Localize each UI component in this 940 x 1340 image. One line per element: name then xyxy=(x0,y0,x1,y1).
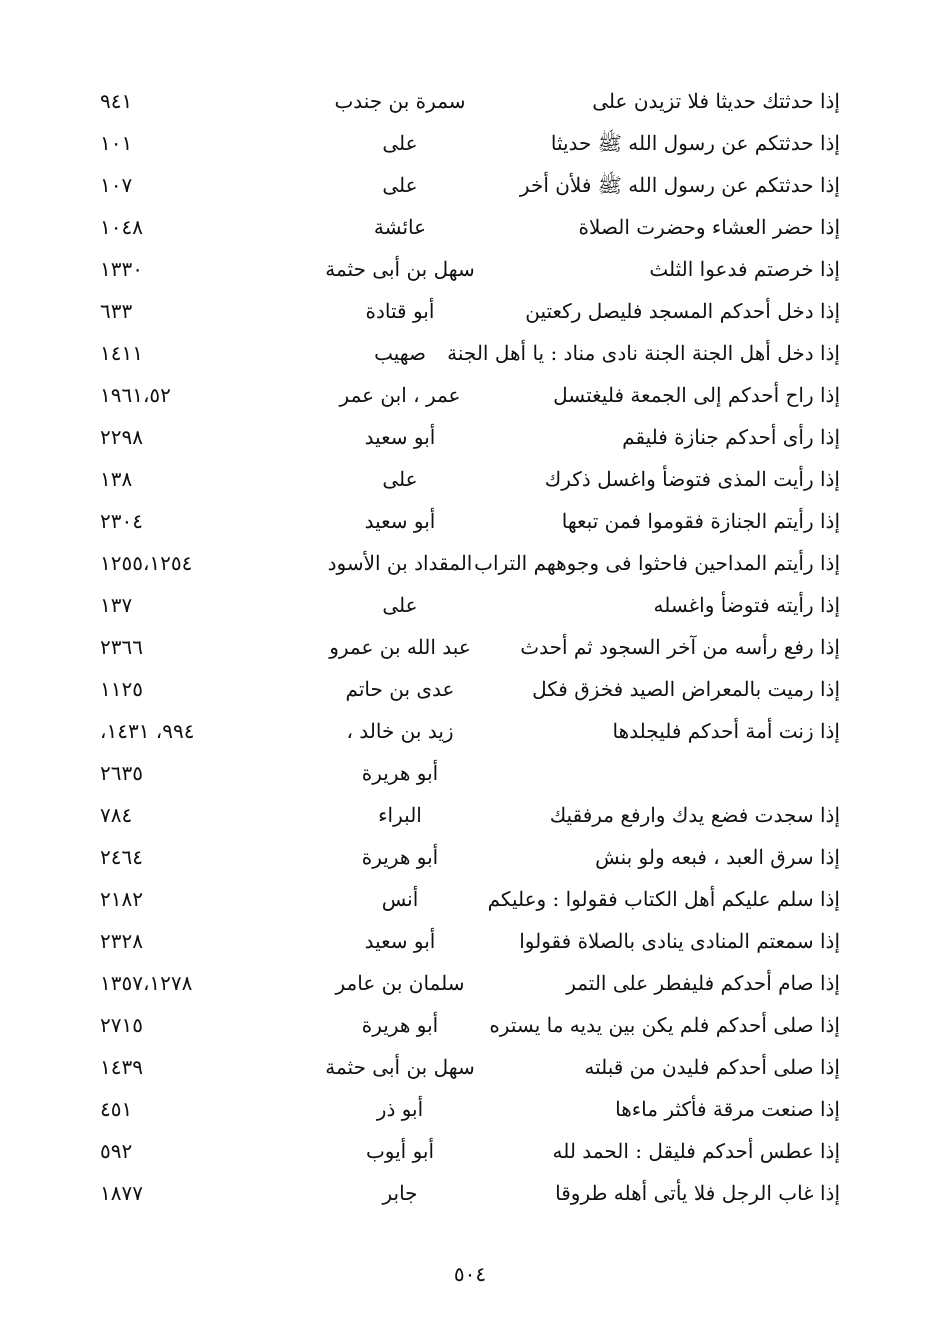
hadith-text: إذا رأى أحدكم جنازة فليقم xyxy=(622,425,840,449)
hadith-text: إذا رفع رأسه من آخر السجود ثم أحدث xyxy=(520,635,840,659)
index-row xyxy=(100,1172,840,1214)
hadith-numbers: ١٣٣٠ xyxy=(100,257,143,281)
hadith-numbers: ٢٤٦٤ xyxy=(100,845,143,869)
hadith-numbers: ١٤٣٩ xyxy=(100,1055,143,1079)
hadith-numbers: ٢٦٣٥ xyxy=(100,761,143,785)
hadith-numbers: ٧٨٤ xyxy=(100,803,133,827)
index-row xyxy=(100,1088,840,1130)
narrator-name: سمرة بن جندب xyxy=(334,89,466,113)
narrator-name: زيد بن خالد ، xyxy=(346,719,454,743)
hadith-text: إذا رأيتم المداحين فاحثوا فى وجوههم التراب xyxy=(474,551,840,575)
hadith-text: إذا رأيت المذى فتوضأ واغسل ذكرك xyxy=(544,467,840,491)
narrator-name: أبو هريرة xyxy=(361,845,439,869)
narrator-name: على xyxy=(382,173,418,197)
hadith-text: إذا حدثتكم عن رسول الله ﷺ فلأن أخر xyxy=(519,173,840,197)
hadith-text: إذا رأيته فتوضأ واغسله xyxy=(653,593,840,617)
index-row xyxy=(100,122,840,164)
hadith-index-table xyxy=(100,80,840,1214)
hadith-text: إذا عطس أحدكم فليقل : الحمد لله xyxy=(552,1139,840,1163)
hadith-numbers: ٢٣٠٤ xyxy=(100,509,143,533)
index-row xyxy=(100,80,840,122)
narrator-name: عبد الله بن عمرو xyxy=(329,635,471,659)
narrator-name: سلمان بن عامر xyxy=(335,971,465,995)
index-row xyxy=(100,458,840,500)
index-row xyxy=(100,836,840,878)
index-row xyxy=(100,500,840,542)
index-row xyxy=(100,542,840,584)
hadith-numbers: ٩٩٤، ١٤٣١، xyxy=(100,719,195,743)
hadith-text: إذا حدثتك حديثا فلا تزيدن على xyxy=(592,89,840,113)
index-row xyxy=(100,794,840,836)
index-row xyxy=(100,290,840,332)
index-row xyxy=(100,920,840,962)
narrator-name: صهيب xyxy=(374,341,426,365)
index-row xyxy=(100,962,840,1004)
index-row xyxy=(100,416,840,458)
narrator-name: أبو سعيد xyxy=(364,425,436,449)
hadith-numbers: ٢١٨٢ xyxy=(100,887,143,911)
hadith-numbers: ٩٤١ xyxy=(100,89,133,113)
narrator-name: جابر xyxy=(382,1181,418,1205)
index-row xyxy=(100,668,840,710)
narrator-name: عدى بن حاتم xyxy=(345,677,455,701)
hadith-numbers: ١٣٨ xyxy=(100,467,133,491)
hadith-numbers: ٢٧١٥ xyxy=(100,1013,143,1037)
hadith-numbers: ٢٣٦٦ xyxy=(100,635,143,659)
narrator-name: أبو هريرة xyxy=(361,761,439,785)
index-row xyxy=(100,710,840,752)
hadith-numbers: ٥٩٢ xyxy=(100,1139,133,1163)
hadith-numbers: ٦٣٣ xyxy=(100,299,133,323)
narrator-name: أبو هريرة xyxy=(361,1013,439,1037)
index-row xyxy=(100,374,840,416)
narrator-name: أبو سعيد xyxy=(364,509,436,533)
hadith-text: إذا صلى أحدكم فليدن من قبلته xyxy=(584,1055,840,1079)
hadith-text: إذا رأيتم الجنازة فقوموا فمن تبعها xyxy=(561,509,840,533)
narrator-name: على xyxy=(382,593,418,617)
hadith-text: إذا غاب الرجل فلا يأتى أهله طروقا xyxy=(555,1181,840,1205)
hadith-text: إذا زنت أمة أحدكم فليجلدها xyxy=(612,719,840,743)
hadith-text: إذا دخل أحدكم المسجد فليصل ركعتين xyxy=(525,299,840,323)
hadith-text: إذا سجدت فضع يدك وارفع مرفقيك xyxy=(549,803,840,827)
hadith-text: إذا خرصتم فدعوا الثلث xyxy=(649,257,840,281)
narrator-name: سهل بن أبى حثمة xyxy=(325,257,475,281)
index-row xyxy=(100,626,840,668)
hadith-numbers: ١٤١١ xyxy=(100,341,143,365)
hadith-text: إذا صام أحدكم فليفطر على التمر xyxy=(566,971,840,995)
hadith-text: إذا سمعتم المنادى ينادى بالصلاة فقولوا xyxy=(519,929,840,953)
hadith-text: إذا حضر العشاء وحضرت الصلاة xyxy=(578,215,840,239)
index-row xyxy=(100,332,840,374)
narrator-name: عمر ، ابن عمر xyxy=(339,383,461,407)
index-row xyxy=(100,752,840,794)
hadith-numbers: ١٩٦١،٥٢ xyxy=(100,383,171,407)
narrator-name: أبو قتادة xyxy=(365,299,435,323)
index-row xyxy=(100,164,840,206)
hadith-numbers: ٤٥١ xyxy=(100,1097,133,1121)
hadith-numbers: ١٣٥٧،١٢٧٨ xyxy=(100,971,193,995)
index-row xyxy=(100,1004,840,1046)
narrator-name: البراء xyxy=(378,803,422,827)
index-row xyxy=(100,584,840,626)
hadith-text: إذا صلى أحدكم فلم يكن بين يديه ما يستره xyxy=(489,1013,840,1037)
narrator-name: أبو أيوب xyxy=(365,1139,435,1163)
narrator-name: أبو ذر xyxy=(376,1097,424,1121)
hadith-numbers: ٢٢٩٨ xyxy=(100,425,143,449)
hadith-numbers: ١٢٥٥،١٢٥٤ xyxy=(100,551,193,575)
narrator-name: أنس xyxy=(381,887,419,911)
hadith-text: إذا سلم عليكم أهل الكتاب فقولوا : وعليكم xyxy=(487,887,840,911)
hadith-numbers: ١٠٧ xyxy=(100,173,133,197)
narrator-name: على xyxy=(382,467,418,491)
hadith-text: إذا دخل أهل الجنة الجنة نادى مناد : يا أهل الجنة xyxy=(447,341,840,365)
hadith-numbers: ١٠١ xyxy=(100,131,133,155)
narrator-name: على xyxy=(382,131,418,155)
index-row xyxy=(100,878,840,920)
hadith-text: إذا حدثتكم عن رسول الله ﷺ حديثا xyxy=(550,131,840,155)
hadith-numbers: ١١٢٥ xyxy=(100,677,143,701)
hadith-text: إذا رميت بالمعراض الصيد فخزق فكل xyxy=(532,677,840,701)
narrator-name: المقداد بن الأسود xyxy=(327,551,473,575)
index-row xyxy=(100,1130,840,1172)
narrator-name: أبو سعيد xyxy=(364,929,436,953)
hadith-numbers: ١٣٧ xyxy=(100,593,133,617)
hadith-text: إذا صنعت مرقة فأكثر ماءها xyxy=(615,1097,840,1121)
index-row xyxy=(100,206,840,248)
hadith-text: إذا راح أحدكم إلى الجمعة فليغتسل xyxy=(553,383,840,407)
index-row xyxy=(100,248,840,290)
hadith-numbers: ٢٣٢٨ xyxy=(100,929,143,953)
index-row xyxy=(100,1046,840,1088)
hadith-numbers: ١٠٤٨ xyxy=(100,215,143,239)
page-number: ٥٠٤ xyxy=(453,1262,487,1286)
narrator-name: عائشة xyxy=(373,215,427,239)
hadith-numbers: ١٨٧٧ xyxy=(100,1181,143,1205)
hadith-text: إذا سرق العبد ، فبعه ولو بنش xyxy=(595,845,840,869)
narrator-name: سهل بن أبى حثمة xyxy=(325,1055,475,1079)
